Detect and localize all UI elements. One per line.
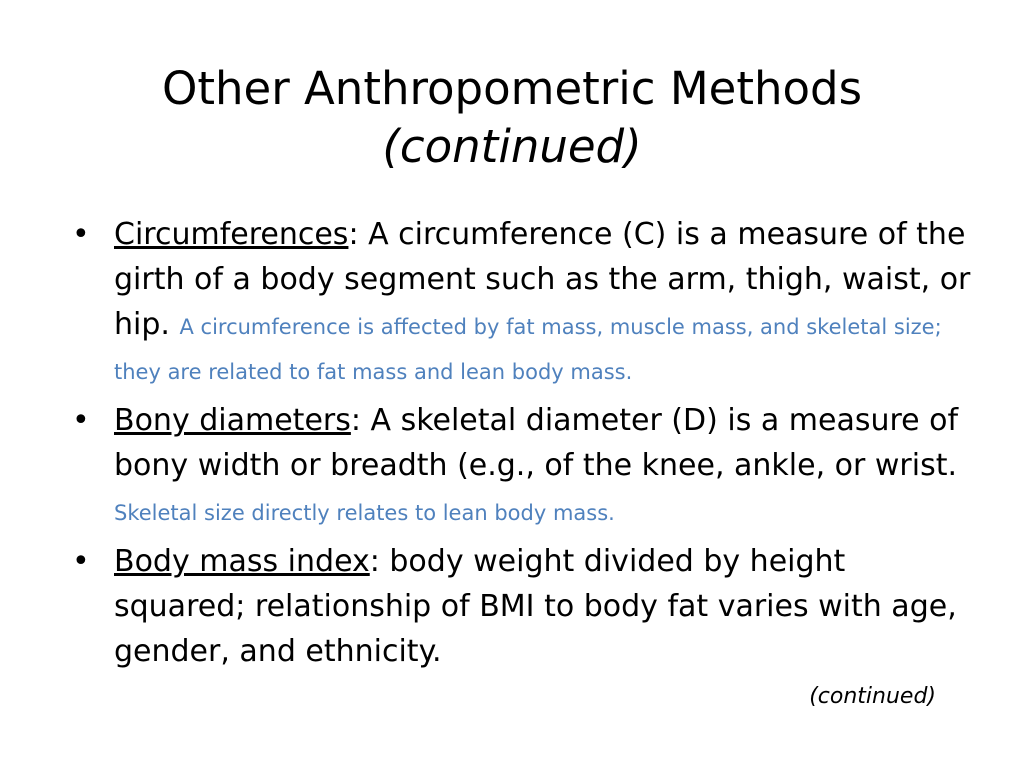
bullet-term: Circumferences bbox=[114, 217, 349, 252]
bullet-text: : A skeletal diameter (D) is a measure of bony width or breadth (e.g., of the knee, ankle, or wrist. bbox=[114, 403, 959, 483]
bullet-note: A circumference is affected by fat mass, muscle mass, and skeletal size; they are related to fat mass and lean body mass. bbox=[114, 315, 942, 384]
bullet-bony-diameters bbox=[72, 398, 972, 533]
bullet-circumferences bbox=[72, 212, 972, 392]
bullet-dot: • bbox=[72, 217, 90, 252]
bullet-dot: • bbox=[72, 544, 90, 579]
bullet-body-mass-index bbox=[72, 539, 972, 674]
title-line-1: Other Anthropometric Methods bbox=[161, 62, 863, 116]
title-line-2: (continued) bbox=[382, 120, 642, 174]
continued-footer: (continued) bbox=[809, 684, 936, 709]
bullet-dot: • bbox=[72, 403, 90, 438]
slide-title bbox=[0, 60, 1024, 176]
bullet-text: : body weight divided by height squared; relationship of BMI to body fat varies with age, gender, and ethnicity. bbox=[114, 544, 957, 669]
bullet-list bbox=[72, 212, 972, 680]
bullet-term: Bony diameters bbox=[114, 403, 351, 438]
bullet-note: Skeletal size directly relates to lean body mass. bbox=[114, 501, 615, 525]
bullet-text: : A circumference (C) is a measure of the girth of a body segment such as the arm, thigh, waist, or hip. bbox=[114, 217, 971, 342]
bullet-term: Body mass index bbox=[114, 544, 370, 579]
